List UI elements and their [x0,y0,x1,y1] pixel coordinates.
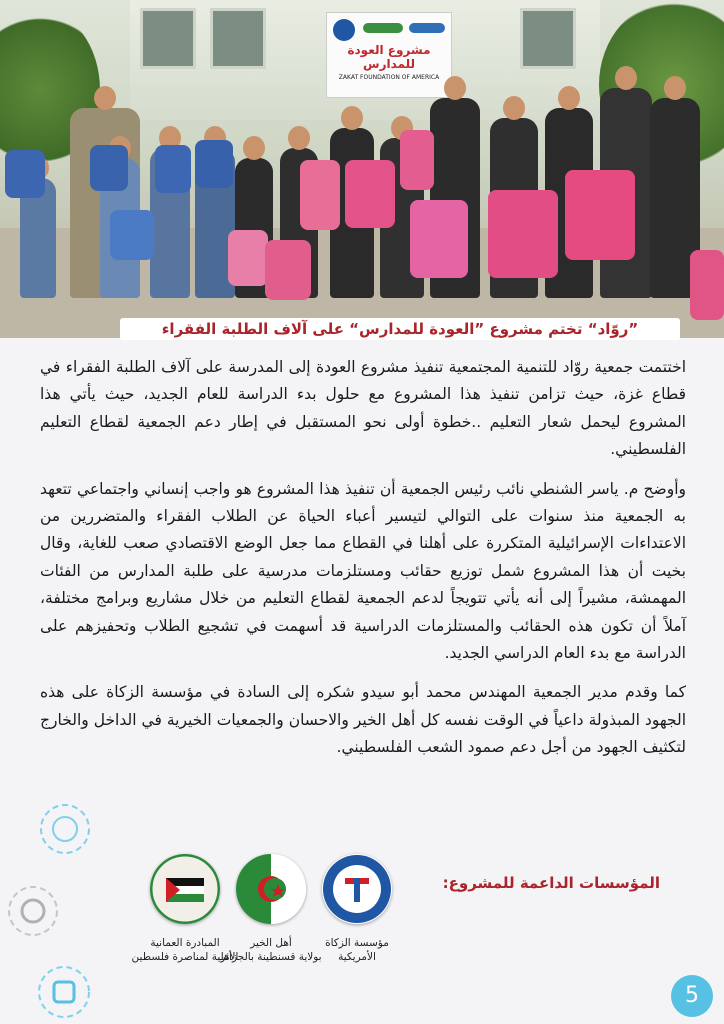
paragraph: اختتمت جمعية روّاد للتنمية المجتمعية تنفيذ مشروع العودة إلى المدرسة على آلاف الطلبة الفقراء في قطاع غزة، حيث تزامن تنفيذ هذا المشروع مع حلول بدء الدراسة للعام الجديد، حيث يأتي هذا المشروع ليحمل شعار التعليم ..خطوة أولى نحو المستقبل في إطار دعم الجمعية لقطاع التعليم الفلسطيني. [40,358,686,459]
zakat-foundation-logo-icon [322,854,392,924]
oman-caption [130,936,240,964]
banner-title: مشروع العودة للمدارس [347,43,431,71]
project-banner [326,12,452,98]
school-bag [195,140,233,188]
school-bag [488,190,558,278]
caption-line: بولاية قسنطينة بالجزائر [220,951,322,963]
article-headline: ”روّاد“ تختم مشروع ”العودة للمدارس“ على آلاف الطلبة الفقراء [120,318,680,340]
school-bag [265,240,311,300]
decorative-circle-icon [6,884,60,938]
sadaka-logo-icon [409,23,445,33]
school-bag [565,170,635,260]
caption-line: مؤسسة الزكاة [325,937,389,949]
window [140,8,196,69]
zakat-logo-icon [333,19,355,41]
school-bag [155,145,191,193]
school-bag [345,160,395,228]
decorative-circle-icon [38,802,92,856]
caption-line: المبادرة العمانية [150,937,220,949]
algeria-flag-logo-icon [236,854,306,924]
sponsor-logo-icon [363,23,403,33]
school-bag [90,145,128,191]
window [520,8,576,69]
caption-line: أهل الخير [250,937,292,949]
header-photo [0,0,724,338]
school-bag [690,250,724,320]
article-body [40,354,686,774]
school-bag [400,130,434,190]
paragraph: كما وقدم مدير الجمعية المهندس محمد أبو سيدو شكره إلى السادة في مؤسسة الزكاة على هذه الجهود المبذولة داعياً في الوقت نفسه كل أهل الخير والاحسان والجمعيات الخيرية في الداخل والخارج لتكثيف الجهود من أجل دعم صمود الشعب الفلسطيني. [40,683,686,757]
school-bag [228,230,268,286]
decorative-circle-icon [36,964,92,1020]
caption-line: الأمريكية [338,951,376,963]
supporters-label: المؤسسات الداعمة للمشروع: [442,874,660,892]
window [210,8,266,69]
caption-line: الأهلية لمناصرة فلسطين [131,951,239,963]
school-bag [110,210,154,260]
page-number: 5 [671,975,713,1017]
banner-subtitle: ZAKAT FOUNDATION OF AMERICA [338,74,440,81]
school-bag [300,160,340,230]
school-bag [5,150,45,198]
oman-initiative-logo-icon [150,854,220,924]
paragraph: وأوضح م. ياسر الشنطي نائب رئيس الجمعية أن تنفيذ هذا المشروع هو واجب إنساني واجتماعي تتعهد به الجمعية منذ سنوات على التوالي لتيسير أعباء الحياة عن الطلاب الفقراء والمتضررين من الاعتداءات الإسرائيلية المتكررة على أهلنا في القطاع مما جعل الوضع الاقتصادي صعب للغاية، وقال بخيت أن هذا المشروع شمل توزيع حقائب ومستلزمات مدرسية على طلبة المدارس من الفئات المهمشة، مشيراً إلى أنه يأتي تتويجاً لدعم الجمعية لقطاع التعليم من خلال مشاريع وبرامج مختلفة، آملاً أن تكون هذه الحقائب والمستلزمات الدراسية قد أسهمت في تشجيع الطلاب وتحفيزهم على الدراسة مع بدء العام الدراسي الجديد. [40,479,686,663]
school-bag [410,200,468,278]
